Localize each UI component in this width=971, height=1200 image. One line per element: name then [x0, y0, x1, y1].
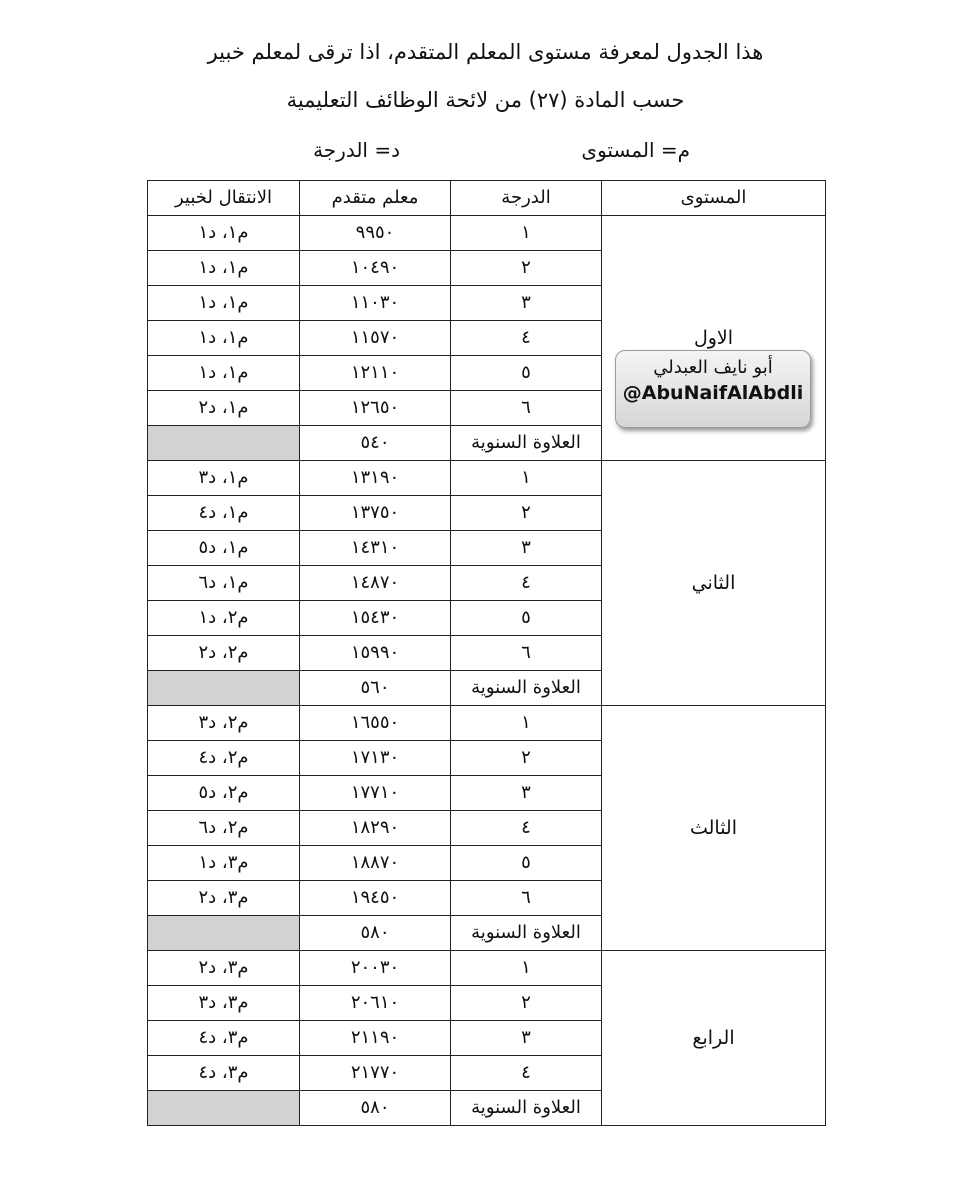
- level-name: الثالث: [689, 817, 738, 839]
- move-cell: م٣، د٢: [148, 881, 300, 916]
- salary-cell: ١٣٧٥٠: [300, 496, 451, 531]
- level-name: الاول: [693, 327, 734, 349]
- grade-cell: ٦: [451, 636, 602, 671]
- salary-cell: ٩٩٥٠: [300, 216, 451, 251]
- header-move: الانتقال لخبير: [148, 181, 300, 216]
- level-name: الرابع: [692, 1027, 735, 1049]
- grade-cell: ٣: [451, 776, 602, 811]
- grade-cell: ٢: [451, 741, 602, 776]
- move-cell: م١، د١: [148, 321, 300, 356]
- watermark-handle: @AbuNaifAlAbdli: [622, 382, 804, 404]
- allowance-value: ٥٨٠: [300, 916, 451, 951]
- move-cell: م٢، د١: [148, 601, 300, 636]
- salary-cell: ١٢٦٥٠: [300, 391, 451, 426]
- allowance-value: ٥٦٠: [300, 671, 451, 706]
- salary-cell: ١٥٩٩٠: [300, 636, 451, 671]
- empty-shaded-cell: [148, 1091, 300, 1126]
- grade-cell: ٤: [451, 1056, 602, 1091]
- allowance-value: ٥٤٠: [300, 426, 451, 461]
- allowance-label: العلاوة السنوية: [451, 1091, 602, 1126]
- move-cell: م٣، د٤: [148, 1021, 300, 1056]
- move-cell: م١، د٢: [148, 391, 300, 426]
- grade-cell: ١: [451, 216, 602, 251]
- salary-cell: ١٤٣١٠: [300, 531, 451, 566]
- salary-cell: ١١٥٧٠: [300, 321, 451, 356]
- move-cell: م٢، د٣: [148, 706, 300, 741]
- grade-cell: ٦: [451, 391, 602, 426]
- salary-cell: ١٠٤٩٠: [300, 251, 451, 286]
- grade-cell: ٢: [451, 496, 602, 531]
- move-cell: م١، د٤: [148, 496, 300, 531]
- promotion-table: [147, 180, 826, 1126]
- empty-shaded-cell: [148, 916, 300, 951]
- salary-cell: ٢١١٩٠: [300, 1021, 451, 1056]
- grade-cell: ٤: [451, 566, 602, 601]
- legend-level: م= المستوى: [581, 138, 690, 162]
- watermark-name: أبو نايف العبدلي: [653, 357, 773, 378]
- move-cell: م١، د١: [148, 216, 300, 251]
- grade-cell: ٤: [451, 321, 602, 356]
- salary-cell: ١٨٨٧٠: [300, 846, 451, 881]
- grade-cell: ٢: [451, 251, 602, 286]
- grade-cell: ٦: [451, 881, 602, 916]
- move-cell: م٣، د٢: [148, 951, 300, 986]
- salary-cell: ١٦٥٥٠: [300, 706, 451, 741]
- grade-cell: ١: [451, 461, 602, 496]
- move-cell: م١، د١: [148, 356, 300, 391]
- salary-cell: ٢٠٠٣٠: [300, 951, 451, 986]
- level-name-cell: [602, 461, 826, 706]
- move-cell: م١، د١: [148, 251, 300, 286]
- header-level: المستوى: [602, 181, 826, 216]
- legend-grade: د= الدرجة: [313, 138, 400, 162]
- header-salary: معلم متقدم: [300, 181, 451, 216]
- grade-cell: ١: [451, 951, 602, 986]
- grade-cell: ٣: [451, 531, 602, 566]
- grade-cell: ٢: [451, 986, 602, 1021]
- move-cell: م٢، د٦: [148, 811, 300, 846]
- table-body: [148, 216, 826, 1126]
- salary-cell: ١٩٤٥٠: [300, 881, 451, 916]
- grade-cell: ٣: [451, 286, 602, 321]
- page-subtitle: حسب المادة (٢٧) من لائحة الوظائف التعليمية: [286, 88, 685, 112]
- allowance-label: العلاوة السنوية: [451, 671, 602, 706]
- level-name-cell: [602, 706, 826, 951]
- level-name-cell: [602, 216, 826, 461]
- salary-cell: ١٧١٣٠: [300, 741, 451, 776]
- move-cell: م٣، د١: [148, 846, 300, 881]
- grade-cell: ٣: [451, 1021, 602, 1056]
- move-cell: م١، د١: [148, 286, 300, 321]
- empty-shaded-cell: [148, 671, 300, 706]
- grade-cell: ٤: [451, 811, 602, 846]
- salary-cell: ١٥٤٣٠: [300, 601, 451, 636]
- table-header-row: [148, 181, 826, 216]
- empty-shaded-cell: [148, 426, 300, 461]
- move-cell: م١، د٣: [148, 461, 300, 496]
- table-row: [148, 216, 826, 251]
- watermark-badge: [615, 350, 811, 428]
- salary-cell: ٢٠٦١٠: [300, 986, 451, 1021]
- salary-cell: ٢١٧٧٠: [300, 1056, 451, 1091]
- move-cell: م٣، د٣: [148, 986, 300, 1021]
- page-title: هذا الجدول لمعرفة مستوى المعلم المتقدم، اذا ترقى لمعلم خبير: [207, 40, 764, 64]
- salary-cell: ١٢١١٠: [300, 356, 451, 391]
- table-row: [148, 951, 826, 986]
- header-grade: الدرجة: [451, 181, 602, 216]
- allowance-label: العلاوة السنوية: [451, 916, 602, 951]
- salary-cell: ١٧٧١٠: [300, 776, 451, 811]
- table-row: [148, 461, 826, 496]
- allowance-label: العلاوة السنوية: [451, 426, 602, 461]
- level-name: الثاني: [691, 572, 736, 594]
- move-cell: م١، د٥: [148, 531, 300, 566]
- move-cell: م٢، د٤: [148, 741, 300, 776]
- grade-cell: ١: [451, 706, 602, 741]
- grade-cell: ٥: [451, 356, 602, 391]
- table-row: [148, 706, 826, 741]
- move-cell: م٢، د٥: [148, 776, 300, 811]
- move-cell: م٣، د٤: [148, 1056, 300, 1091]
- salary-cell: ١٨٢٩٠: [300, 811, 451, 846]
- move-cell: م١، د٦: [148, 566, 300, 601]
- move-cell: م٢، د٢: [148, 636, 300, 671]
- allowance-value: ٥٨٠: [300, 1091, 451, 1126]
- salary-cell: ١١٠٣٠: [300, 286, 451, 321]
- salary-cell: ١٣١٩٠: [300, 461, 451, 496]
- grade-cell: ٥: [451, 601, 602, 636]
- level-name-cell: [602, 951, 826, 1126]
- grade-cell: ٥: [451, 846, 602, 881]
- salary-cell: ١٤٨٧٠: [300, 566, 451, 601]
